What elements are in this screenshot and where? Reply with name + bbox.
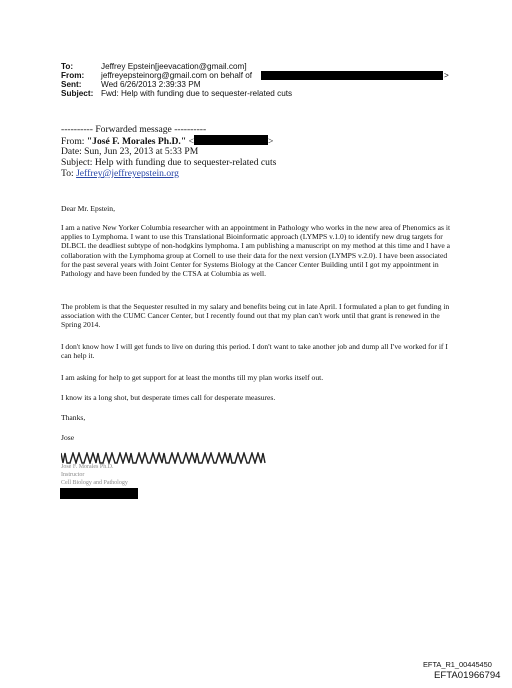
forwarded-subject: Subject: Help with funding due to sequester-related cuts: [61, 157, 277, 168]
signature-name: José F. Morales Ph.D.: [61, 464, 114, 470]
redaction-bar: [261, 71, 443, 80]
from-suffix: >: [444, 71, 449, 80]
from-value: jeffreyepsteinorg@gmail.com on behalf of: [101, 71, 253, 80]
redaction-bar: [60, 488, 138, 499]
signature-title: Instructor: [61, 472, 85, 478]
subject-value: Fwd: Help with funding due to sequester-related cuts: [101, 89, 293, 98]
redaction-bar: [194, 135, 268, 145]
forwarded-from-open: <: [186, 136, 194, 147]
forwarded-to-label: To:: [61, 168, 77, 179]
sent-label: Sent:: [61, 80, 82, 89]
subject-label: Subject:: [61, 89, 94, 98]
paragraph-3: I don't know how I will get funds to live on during this period. I don't want to take another job and dump all I've worked for if I can help it.: [61, 342, 448, 361]
to-value: Jeffrey Epstein[jeevacation@gmail.com]: [101, 62, 247, 71]
forwarded-from-name: "José F. Morales Ph.D.": [86, 136, 187, 147]
forwarded-to-link[interactable]: Jeffrey@jeffreyepstein.org: [76, 168, 179, 179]
signature-flourish-icon: [61, 452, 267, 464]
sender-name: Jose: [61, 433, 75, 442]
paragraph-4: I am asking for help to get support for at least the months till my plan works itself out.: [61, 373, 324, 382]
paragraph-1: I am a native New Yorker Columbia researcher with an appointment in Pathology who works in the new area of Phenomics as it applies to Lymphoma. I want to use this Translational Bioinformatic approach (LYMPS v.1.0) to identify new drug targets for DLBCL the deadliest subtype of non-hodgkins lymphoma. I am publishing a manuscript on my method at this time and I have a collaboration with the Lymphoma group at Cornell to use their data for the next version (LYMPS v.2.0). I have been associated for the past several years with Joint Center for Systems Biology at the Cancer Center Building until I got my appointment in Pathology and have been funded by the CTSA at Columbia as well.: [61, 223, 451, 279]
greeting: Dear Mr. Epstein,: [61, 204, 115, 213]
to-label: To:: [61, 62, 74, 71]
from-label: From:: [61, 71, 85, 80]
forwarded-divider: ---------- Forwarded message ----------: [61, 124, 207, 135]
footer-id-large: EFTA01966794: [434, 670, 501, 681]
paragraph-2: The problem is that the Sequester resulted in my salary and benefits being cut in late April. I formulated a plan to get funding in association with the CUMC Cancer Center, but I recently found out that my plan can't work until that grant is renewed in the Spring 2014.: [61, 302, 450, 330]
footer-id-small: EFTA_R1_00445450: [423, 660, 492, 669]
forwarded-from-label: From:: [61, 136, 87, 147]
forwarded-from-close: >: [267, 136, 274, 147]
forwarded-to: [61, 168, 179, 180]
forwarded-date: Date: Sun, Jun 23, 2013 at 5:33 PM: [61, 146, 199, 157]
closing: Thanks,: [61, 413, 86, 422]
sent-value: Wed 6/26/2013 2:39:33 PM: [101, 80, 201, 89]
signature-dept: Cell Biology and Pathology: [61, 480, 128, 486]
paragraph-5: I know its a long shot, but desperate times call for desperate measures.: [61, 393, 276, 402]
